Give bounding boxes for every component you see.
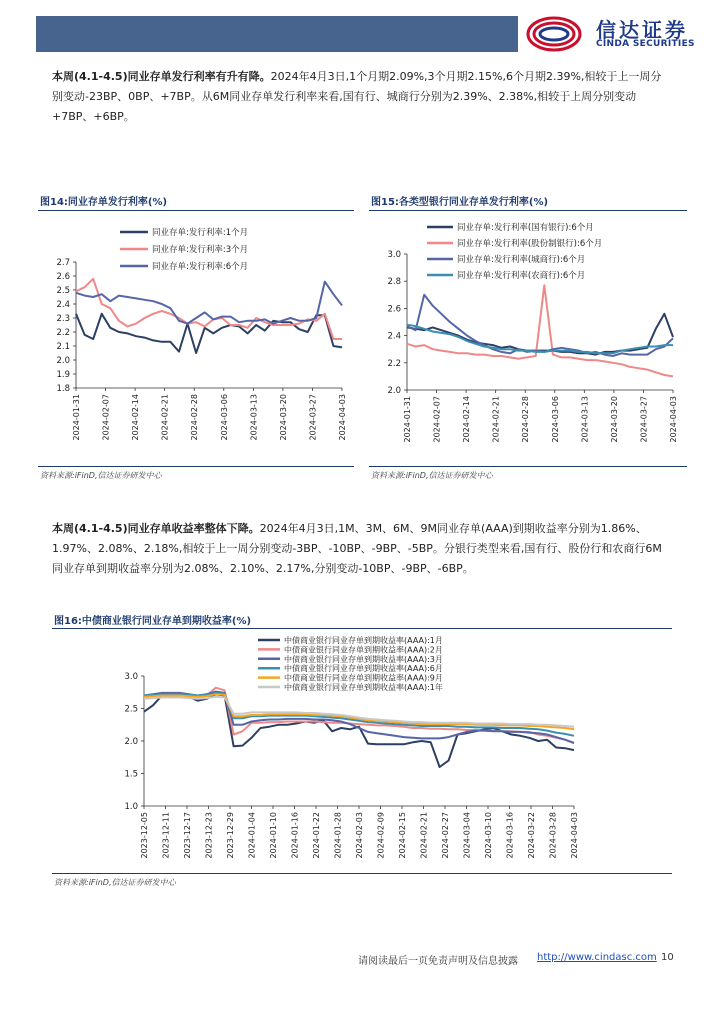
series-line-6 xyxy=(144,697,574,727)
x-tick-label: 2024-02-21 xyxy=(160,394,170,441)
header-band xyxy=(36,16,518,52)
fig15-bottom-rule xyxy=(369,466,687,467)
paragraph-issuance-lead: 本周(4.1-4.5)同业存单发行利率有升有降。 xyxy=(52,70,271,83)
x-tick-label: 2024-02-14 xyxy=(131,394,141,441)
series-line-4 xyxy=(407,325,673,354)
x-tick-label: 2024-01-16 xyxy=(290,812,300,859)
x-tick-label: 2024-02-07 xyxy=(432,396,442,443)
fig14-series xyxy=(76,279,342,353)
x-tick-label: 2024-02-21 xyxy=(491,396,501,443)
y-tick-label: 2.5 xyxy=(56,286,70,296)
paragraph-yield xyxy=(52,519,672,579)
legend-label-1: 同业存单:发行利率(国有银行):6个月 xyxy=(457,223,594,233)
y-tick-label: 2.5 xyxy=(124,704,138,715)
fig16-legend xyxy=(258,635,443,692)
x-tick-label: 2024-03-13 xyxy=(249,394,259,441)
x-tick-label: 2024-03-27 xyxy=(639,396,649,443)
legend-label-2: 同业存单:发行利率:3个月 xyxy=(152,245,249,255)
fig16-source: 资料来源:iFinD,信达证券研发中心 xyxy=(54,878,176,887)
x-tick-label: 2024-03-13 xyxy=(580,396,590,443)
x-tick-label: 2024-03-10 xyxy=(484,812,493,859)
series-line-1 xyxy=(144,694,574,768)
x-tick-label: 2023-12-17 xyxy=(183,812,192,859)
x-tick-label: 2024-03-22 xyxy=(527,812,536,859)
footer-link-wrap xyxy=(537,952,657,963)
y-tick-label: 2.6 xyxy=(56,272,70,282)
x-tick-label: 2024-01-22 xyxy=(312,812,321,859)
brand-logo xyxy=(526,14,706,54)
x-tick-label: 2024-03-06 xyxy=(219,394,229,441)
legend-label-6: 中债商业银行同业存单到期收益率(AAA):1年 xyxy=(284,683,443,692)
x-tick-label: 2023-12-29 xyxy=(226,812,235,859)
fig16-title: 图16:中债商业银行同业存单到期收益率(%) xyxy=(54,616,252,627)
x-tick-label: 2024-02-07 xyxy=(101,394,111,441)
fig16-axes xyxy=(124,672,579,859)
x-tick-label: 2024-02-15 xyxy=(398,812,407,859)
x-tick-label: 2024-01-04 xyxy=(247,812,257,859)
fig16-bottom-rule xyxy=(52,873,672,874)
legend-label-2: 同业存单:发行利率(股份制银行):6个月 xyxy=(457,239,603,249)
y-tick-label: 2.1 xyxy=(56,342,70,352)
x-tick-label: 2024-02-03 xyxy=(355,812,364,859)
legend-label-3: 同业存单:发行利率:6个月 xyxy=(152,262,249,272)
y-tick-label: 2.2 xyxy=(387,358,401,369)
series-line-4 xyxy=(144,693,574,736)
legend-label-4: 同业存单:发行利率(农商行):6个月 xyxy=(457,271,586,281)
fig14-top-rule xyxy=(38,210,354,211)
x-tick-label: 2024-02-27 xyxy=(441,812,450,859)
x-tick-label: 2024-02-21 xyxy=(419,812,429,859)
fig14-title: 图14:同业存单发行利率(%) xyxy=(40,197,168,208)
x-tick-label: 2024-04-03 xyxy=(669,396,678,443)
x-tick-label: 2024-01-31 xyxy=(72,394,81,441)
fig15-legend xyxy=(427,222,602,281)
legend-label-5: 中债商业银行同业存单到期收益率(AAA):9月 xyxy=(284,673,443,683)
logo-chinese: 信达证券 xyxy=(596,18,688,42)
fig15-source: 资料来源:iFinD,信达证券研发中心 xyxy=(371,471,493,480)
fig14-bottom-rule xyxy=(38,466,354,467)
x-tick-label: 2024-01-28 xyxy=(333,812,343,859)
footer-disclaimer: 请阅读最后一页免责声明及信息披露 xyxy=(358,956,518,967)
x-tick-label: 2023-12-05 xyxy=(140,812,149,859)
x-tick-label: 2024-03-20 xyxy=(278,394,288,441)
x-tick-label: 2024-03-04 xyxy=(462,812,472,859)
y-tick-label: 2.2 xyxy=(56,328,70,338)
y-tick-label: 3.0 xyxy=(387,250,401,260)
swoosh-icon xyxy=(526,14,588,54)
paragraph-yield-lead: 本周(4.1-4.5)同业存单收益率整体下降。 xyxy=(52,522,260,535)
logo-english: CINDA SECURITIES xyxy=(596,39,695,49)
fig14-legend xyxy=(120,227,248,272)
footer-link[interactable]: http://www.cindasc.com xyxy=(537,952,657,963)
fig16-series xyxy=(144,688,574,767)
fig15-title: 图15:各类型银行同业存单发行利率(%) xyxy=(371,197,549,208)
legend-label-2: 中债商业银行同业存单到期收益率(AAA):2月 xyxy=(284,645,443,655)
x-tick-label: 2024-01-10 xyxy=(269,812,278,859)
x-tick-label: 2024-02-28 xyxy=(190,394,200,441)
x-tick-label: 2024-02-09 xyxy=(376,812,386,859)
x-tick-label: 2023-12-23 xyxy=(204,812,214,859)
paragraph-issuance-body: 2024年4月3日,1个月期2.09%,3个月期2.15%,6个月期2.39%,相较于上一周分别变动-23BP、0BP、+7BP。从6M同业存单发行利率来看,国有行、城商行分别为2.39%、2.38%,相较于上周分别变动+7BP、+6BP。 xyxy=(52,70,662,123)
x-tick-label: 2024-04-03 xyxy=(570,812,579,859)
fig14-axes xyxy=(56,258,347,441)
x-tick-label: 2024-03-20 xyxy=(609,396,619,443)
y-tick-label: 1.0 xyxy=(124,802,138,812)
y-tick-label: 2.0 xyxy=(124,737,138,747)
legend-label-3: 同业存单:发行利率(城商行):6个月 xyxy=(457,255,586,265)
x-tick-label: 2024-03-06 xyxy=(550,396,560,443)
legend-label-3: 中债商业银行同业存单到期收益率(AAA):3月 xyxy=(284,654,443,664)
x-tick-label: 2024-02-14 xyxy=(462,396,472,443)
fig15-chart xyxy=(369,214,687,466)
x-tick-label: 2024-03-28 xyxy=(548,812,558,859)
x-tick-label: 2024-03-27 xyxy=(308,394,318,441)
x-tick-label: 2024-04-03 xyxy=(338,394,347,441)
legend-label-1: 同业存单:发行利率:1个月 xyxy=(152,228,249,238)
series-line-2 xyxy=(407,285,673,376)
fig14-chart xyxy=(38,214,354,466)
y-tick-label: 3.0 xyxy=(124,672,138,682)
y-tick-label: 2.7 xyxy=(56,258,70,268)
fig16-chart xyxy=(52,630,672,872)
y-tick-label: 1.5 xyxy=(124,769,138,780)
x-tick-label: 2024-01-31 xyxy=(403,396,412,443)
y-tick-label: 2.4 xyxy=(387,331,401,342)
x-tick-label: 2024-02-28 xyxy=(521,396,531,443)
fig16-top-rule xyxy=(52,628,672,629)
y-tick-label: 1.9 xyxy=(56,370,70,380)
paragraph-issuance xyxy=(52,67,672,127)
legend-label-4: 中债商业银行同业存单到期收益率(AAA):6月 xyxy=(284,664,443,674)
x-tick-label: 2024-03-16 xyxy=(505,812,515,859)
y-tick-label: 2.8 xyxy=(387,277,401,288)
paragraph-yield-body: 2024年4月3日,1M、3M、6M、9M同业存单(AAA)到期收益率分别为1.86%、1.97%、2.08%、2.18%,相较于上一周分别变动-3BP、-10BP、-9BP、-5BP。分银行类型来看,国有行、股份行和农商行6M同业存单到期收益率分别为2.08%、2.10%、2.17%,分别变动-10BP、-9BP、-6BP。 xyxy=(52,522,662,575)
y-tick-label: 2.0 xyxy=(387,386,401,396)
x-tick-label: 2023-12-11 xyxy=(161,812,171,859)
fig15-series xyxy=(407,285,673,376)
y-tick-label: 2.3 xyxy=(56,314,70,324)
legend-label-1: 中债商业银行同业存单到期收益率(AAA):1月 xyxy=(284,636,443,645)
series-line-1 xyxy=(76,314,342,353)
fig14-source: 资料来源:iFinD,信达证券研发中心 xyxy=(40,471,162,480)
y-tick-label: 2.4 xyxy=(56,300,70,310)
y-tick-label: 2.0 xyxy=(56,356,70,366)
page-number: 10 xyxy=(661,952,674,963)
fig15-top-rule xyxy=(369,210,687,211)
y-tick-label: 1.8 xyxy=(56,384,70,394)
y-tick-label: 2.6 xyxy=(387,304,401,315)
